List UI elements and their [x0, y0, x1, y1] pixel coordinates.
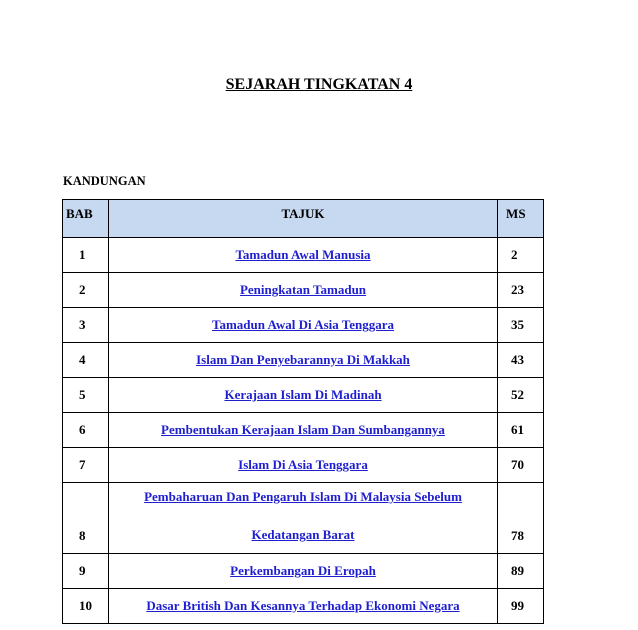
- chapter-link[interactable]: Pembentukan Kerajaan Islam Dan Sumbangannya: [161, 422, 445, 437]
- row-ms: 89: [498, 554, 544, 589]
- table-row: [63, 273, 544, 308]
- row-ms: 99: [498, 589, 544, 624]
- row-bab: 7: [63, 448, 109, 483]
- chapter-link[interactable]: Islam Di Asia Tenggara: [238, 457, 368, 472]
- header-bab: BAB: [63, 200, 109, 238]
- chapter-link[interactable]: Peningkatan Tamadun: [239, 282, 367, 297]
- chapter-link-line1[interactable]: Pembaharuan Dan Pengaruh Islam Di Malaysia Sebelum: [144, 489, 462, 504]
- chapter-link[interactable]: Tamadun Awal Di Asia Tenggara: [211, 317, 395, 332]
- chapter-link[interactable]: Islam Dan Penyebarannya Di Makkah: [196, 352, 410, 367]
- table-row: [63, 308, 544, 343]
- row-bab: 2: [63, 273, 109, 308]
- row-tajuk-cell: [108, 589, 497, 624]
- contents-table: [62, 199, 544, 624]
- row-tajuk-cell: [108, 273, 497, 308]
- row-bab: 1: [63, 238, 109, 273]
- row-ms: 52: [498, 378, 544, 413]
- row-bab: 5: [63, 378, 109, 413]
- row-bab: 8: [63, 483, 109, 554]
- row-bab: 6: [63, 413, 109, 448]
- chapter-link[interactable]: Tamadun Awal Manusia: [235, 247, 371, 262]
- table-row: [63, 238, 544, 273]
- row-tajuk-cell: [108, 308, 497, 343]
- chapter-link-line2[interactable]: Kedatangan Barat: [251, 527, 355, 542]
- table-row: [63, 413, 544, 448]
- header-ms: MS: [498, 200, 544, 238]
- table-row: [63, 378, 544, 413]
- row-ms: 78: [498, 483, 544, 554]
- row-tajuk-cell: [108, 413, 497, 448]
- section-label: KANDUNGAN: [63, 174, 146, 188]
- row-bab: 9: [63, 554, 109, 589]
- row-tajuk-cell: [108, 343, 497, 378]
- row-ms: 43: [498, 343, 544, 378]
- row-tajuk-cell: [108, 378, 497, 413]
- table-row: [63, 483, 544, 554]
- row-bab: 3: [63, 308, 109, 343]
- row-bab: 10: [63, 589, 109, 624]
- row-ms: 70: [498, 448, 544, 483]
- row-ms: 2: [498, 238, 544, 273]
- row-ms: 61: [498, 413, 544, 448]
- table-row: [63, 448, 544, 483]
- document-title: [0, 76, 638, 94]
- row-ms: 23: [498, 273, 544, 308]
- table-row: [63, 343, 544, 378]
- chapter-link[interactable]: Dasar British Dan Kesannya Terhadap Ekonomi Negara: [146, 598, 460, 613]
- table-row: [63, 554, 544, 589]
- table-row: [63, 589, 544, 624]
- row-ms: 35: [498, 308, 544, 343]
- row-tajuk-cell: [108, 554, 497, 589]
- row-tajuk-cell: [108, 483, 497, 554]
- document-title-text: SEJARAH TINGKATAN 4: [225, 76, 413, 93]
- row-bab: 4: [63, 343, 109, 378]
- chapter-link[interactable]: Perkembangan Di Eropah: [230, 563, 376, 578]
- header-tajuk: TAJUK: [108, 200, 497, 238]
- row-tajuk-cell: [108, 448, 497, 483]
- table-header-row: [63, 200, 544, 238]
- chapter-link[interactable]: Kerajaan Islam Di Madinah: [224, 387, 382, 402]
- row-tajuk-cell: [108, 238, 497, 273]
